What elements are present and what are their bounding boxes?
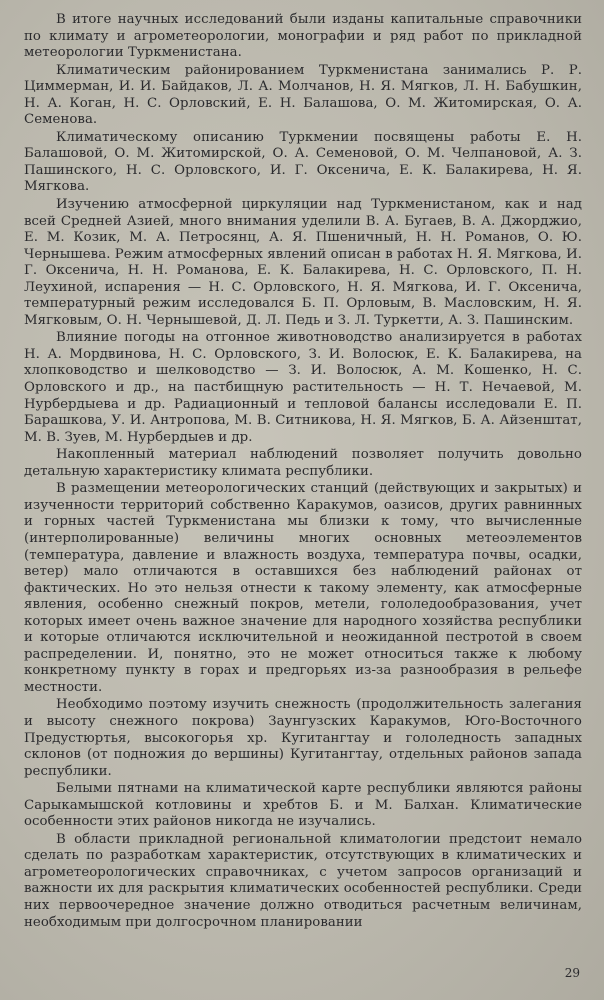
page-number: 29: [564, 966, 580, 980]
paragraph: В области прикладной региональной климатологии предстоит немало сделать по разработкам характеристик, отсутствующих в климатических и агрометеорологических справочниках, с учетом запросов организаций и важности их для раскрытия климатических особенностей республики. Среди них первоочередное значение должно отводиться расчетным величинам, необходимым при долгосрочном планировании: [24, 831, 582, 930]
paragraph: Климатическим районированием Туркменистана занимались Р. Р. Циммерман, И. И. Байдаков, Л. А. Молчанов, Н. Я. Мягков, Л. Н. Бабушкин, Н. А. Коган, Н. С. Орловский, Е. Н. Балашова, О. М. Житомирская, О. А. Семенова.: [24, 62, 582, 128]
paragraph: Климатическому описанию Туркмении посвящены работы Е. Н. Балашовой, О. М. Житомирской, О. А. Семеновой, О. М. Челпановой, А. З. Пашинского, Н. С. Орловского, И. Г. Оксенича, Е. К. Балакирева, Н. Я. Мягкова.: [24, 129, 582, 195]
paragraph: Влияние погоды на отгонное животноводство анализируется в работах Н. А. Мордвинова, Н. С. Орловского, З. И. Волосюк, Е. К. Балакирева, на хлопководство и шелководство — З. И. Волосюк, А. М. Кошенко, Н. С. Орловского и др., на пастбищную растительность — Н. Т. Нечаевой, М. Нурбердыева и др. Радиационный и тепловой балансы исследовали Е. П. Барашкова, У. И. Антропова, М. В. Ситникова, Н. Я. Мягков, Б. А. Айзенштат, М. В. Зуев, М. Нурбердыев и др.: [24, 330, 582, 445]
paragraph: Необходимо поэтому изучить снежность (продолжительность залегания и высоту снежного покрова) Заунгузских Каракумов, Юго-Восточного Предустюртья, высокогорья хр. Кугитангтау и гололедность западных склонов (от подножия до вершины) Кугитангтау, отдельных районов запада республики.: [24, 697, 582, 779]
paragraph: В итоге научных исследований были изданы капитальные справочники по климату и агрометеорологии, монографии и ряд работ по прикладной метеорологии Туркменистана.: [24, 12, 582, 61]
paragraph: Накопленный материал наблюдений позволяет получить довольно детальную характеристику климата республики.: [24, 447, 582, 479]
paragraph: В размещении метеорологических станций (действующих и закрытых) и изученности территорий собственно Каракумов, оазисов, других равнинных и горных частей Туркменистана мы близки к тому, что вычисленные (интерполированные) величины многих основных метеоэлементов (температура, давление и влажность воздуха, температура почвы, осадки, ветер) мало отличаются в оставшихся без наблюдений районах от фактических. Но это нельзя отнести к такому элементу, как атмосферные явления, особенно снежный покров, метели, гололедообразования, учет которых имеет очень важное значение для народного хозяйства республики и которые отличаются исключительной и неожиданной пестротой в своем распределении. И, понятно, это не может относиться также к любому конкретному пункту в горах и предгорьях из-за разнообразия в рельефе местности.: [24, 481, 582, 695]
paragraph: Изучению атмосферной циркуляции над Туркменистаном, как и над всей Средней Азией, много внимания уделили В. А. Бугаев, В. А. Джорджио, Е. М. Козик, М. А. Петросянц, А. Я. Пшеничный, Н. Н. Романов, О. Ю. Чернышева. Режим атмосферных явлений описан в работах Н. Я. Мягкова, И. Г. Оксенича, Н. Н. Романова, Е. К. Балакирева, Н. С. Орловского, П. Н. Леухиной, испарения — Н. С. Орловского, Н. Я. Мягкова, И. Г. Оксенича, температурный режим исследовался Б. П. Орловым, В. Масловским, Н. Я. Мягковым, О. Н. Чернышевой, Д. Л. Педь и З. Л. Туркетти, А. З. Пашинским.: [24, 197, 582, 328]
paragraph: Белыми пятнами на климатической карте республики являются районы Сарыкамышской котловины и хребтов Б. и М. Балхан. Климатические особенности этих районов никогда не изучались.: [24, 781, 582, 830]
